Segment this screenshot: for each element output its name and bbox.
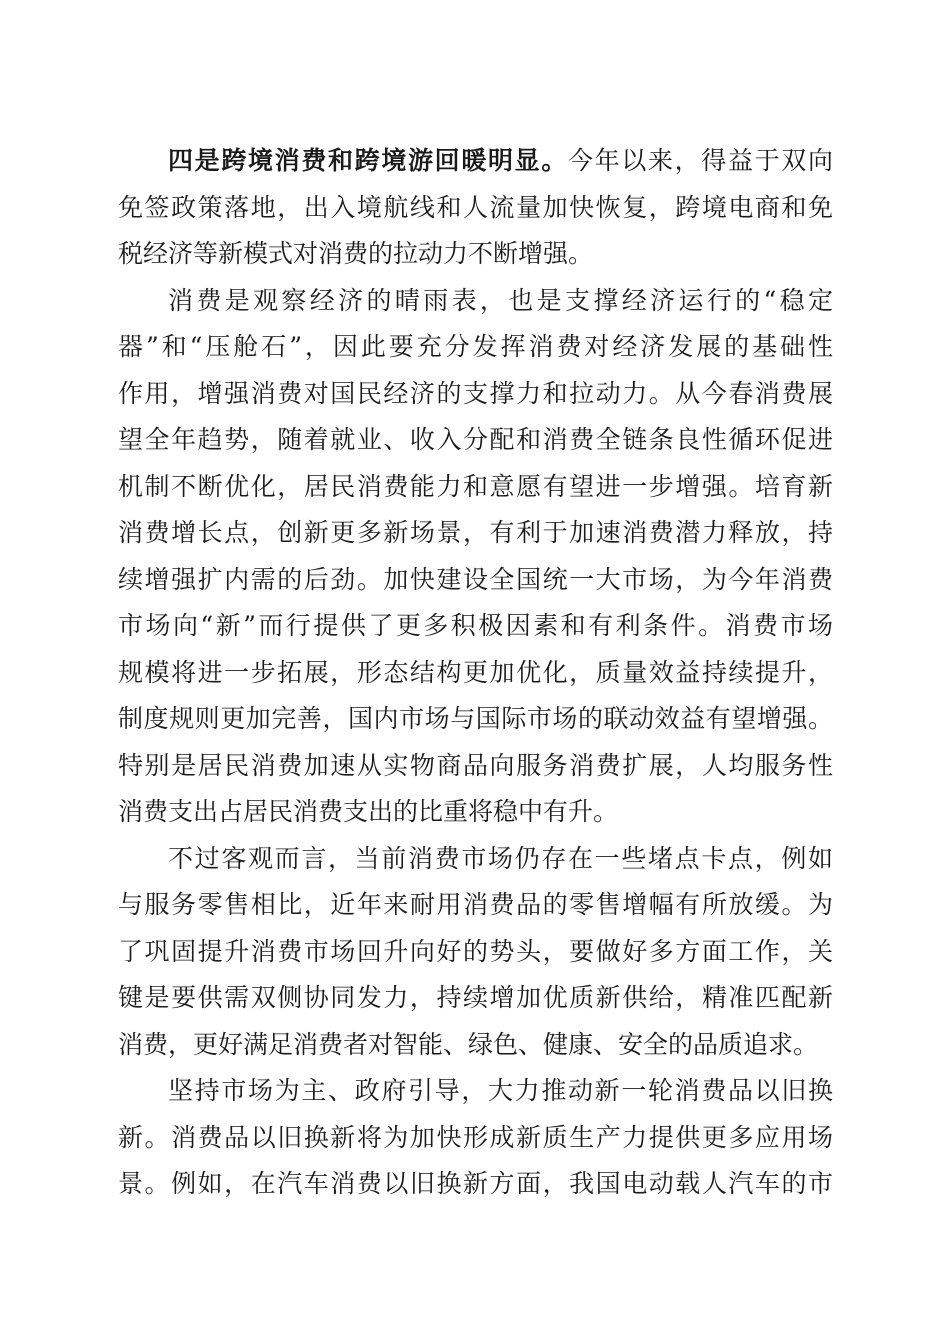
paragraph-line: 税经济等新模式对消费的拉动力不断增强。 <box>118 239 594 268</box>
paragraph-line: 免签政策落地，出入境航线和人流量加快恢复，跨境电商和免 <box>118 192 833 222</box>
paragraph-line <box>118 138 833 185</box>
paragraph-line: 景。例如，在汽车消费以旧换新方面，我国电动载人汽车的市 <box>118 1169 833 1198</box>
paragraph-line: 作用，增强消费对国民经济的支撑力和拉动力。从今春消费展 <box>118 378 833 408</box>
paragraph-line: 特别是居民消费加速从实物商品向服务消费扩展，人均服务性 <box>118 750 833 780</box>
paragraph-line: 消费增长点，创新更多新场景，有利于加速消费潜力释放，持 <box>118 518 833 547</box>
paragraph-line: 制度规则更加完善，国内市场与国际市场的联动效益有望增强。 <box>118 704 833 733</box>
paragraph-line: 键是要供需双侧协同发力，持续增加优质新供给，精准匹配新 <box>118 983 833 1012</box>
paragraph-line: 续增强扩内需的后劲。加快建设全国统一大市场，为今年消费 <box>118 564 833 594</box>
paragraph-line: 机制不断优化，居民消费能力和意愿有望进一步增强。培育新 <box>118 471 833 501</box>
paragraph-line: 不过客观而言，当前消费市场仍存在一些堵点卡点，例如 <box>168 843 833 873</box>
paragraph-2 <box>118 278 833 836</box>
paragraph-line: 消费支出占居民消费支出的比重将稳中有升。 <box>118 797 619 826</box>
paragraph-line: 了巩固提升消费市场回升向好的势头，要做好多方面工作，关 <box>118 936 833 966</box>
paragraph-line-text: 今年以来，得益于双向 <box>567 146 833 175</box>
document-body <box>118 138 833 1208</box>
paragraph-line: 器”和“压舱石”，因此要充分发挥消费对经济发展的基础性 <box>118 332 833 361</box>
paragraph-line: 消费是观察经济的晴雨表，也是支撑经济运行的“稳定 <box>168 285 833 315</box>
paragraph-4 <box>118 1068 833 1208</box>
paragraph-lead-bold: 四是跨境消费和跨境游回暖明显。 <box>168 146 568 175</box>
paragraph-line: 坚持市场为主、政府引导，大力推动新一轮消费品以旧换 <box>168 1076 833 1105</box>
paragraph-3 <box>118 836 833 1069</box>
paragraph-line: 新。消费品以旧换新将为加快形成新质生产力提供更多应用场 <box>118 1122 833 1152</box>
paragraph-line: 消费，更好满足消费者对智能、绿色、健康、安全的品质追求。 <box>118 1029 819 1059</box>
paragraph-line: 望全年趋势，随着就业、收入分配和消费全链条良性循环促进 <box>118 425 833 454</box>
paragraph-line: 市场向“新”而行提供了更多积极因素和有利条件。消费市场 <box>118 611 833 640</box>
paragraph-1 <box>118 138 833 278</box>
paragraph-line: 规模将进一步拓展，形态结构更加优化，质量效益持续提升， <box>118 657 833 687</box>
paragraph-line: 与服务零售相比，近年来耐用消费品的零售增幅有所放缓。为 <box>118 890 833 919</box>
